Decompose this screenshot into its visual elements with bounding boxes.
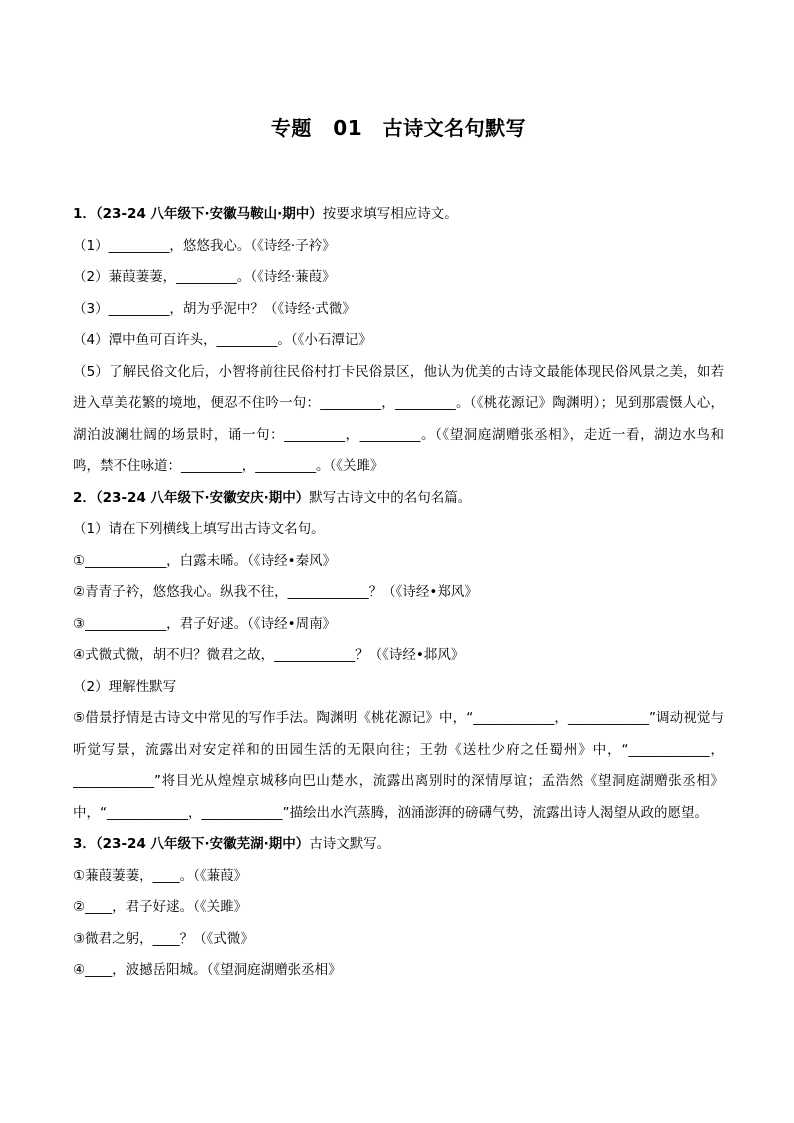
question-2-header bbox=[73, 483, 724, 515]
q2-item-4: ④式微式微，胡不归？微君之故，____________？（《诗经•邶风》 bbox=[73, 647, 465, 663]
q1-item-2: （2）蒹葭萋萋，_________。（《诗经·蒹葭》 bbox=[73, 269, 336, 285]
q1-item-5: （5）了解民俗文化后，小智将前往民俗村打卡民俗景区，他认为优美的古诗文最能体现民俗风景之美，如若进入草美花繁的境地，便忍不住吟一句：_________，_________。（《桃花源记》陶渊明）；见到那震慑人心，湖泊波澜壮阔的场景时，诵一句：_________，_________。（《望洞庭湖赠张丞相》，走近一看，湖边水鸟和鸣，禁不住咏道：_________，_________。（《关雎》 bbox=[73, 363, 724, 474]
q3-item-1: ①蒹葭萋萋，____。（《蒹葭》 bbox=[73, 867, 248, 884]
q3-item-4: ④____，波撼岳阳城。（《望洞庭湖赠张丞相》 bbox=[73, 962, 342, 978]
question-prompt: 按要求填写相应诗文。 bbox=[322, 206, 458, 222]
question-number: 2． bbox=[73, 489, 96, 506]
question-prompt: 古诗文默写。 bbox=[309, 836, 391, 852]
q3-item-3: ③微君之躬，____？（《式微》 bbox=[73, 930, 254, 947]
question-prompt: 默写古诗文中的名句名篇。 bbox=[309, 489, 472, 506]
question-source: （23-24 八年级下·安徽芜湖·期中） bbox=[95, 836, 310, 852]
page-title: 专题 01 古诗文名句默写 bbox=[270, 116, 527, 140]
question-number: 1． bbox=[73, 206, 96, 222]
question-source: （23-24 八年级下·安徽马鞍山·期中） bbox=[95, 206, 323, 222]
question-1-header bbox=[73, 199, 724, 231]
q1-item-3: （3）_________，胡为乎泥中？（《诗经·式微》 bbox=[73, 300, 356, 317]
q1-item-4: （4）潭中鱼可百许头，_________。（《小石潭记》 bbox=[73, 332, 372, 348]
q2-item-1: ①____________，白露未晞。（《诗经•秦风》 bbox=[73, 552, 337, 569]
q3-item-2: ②____，君子好逑。（《关雎》 bbox=[73, 899, 248, 915]
q2-item-3: ③____________，君子好逑。（《诗经•周南》 bbox=[73, 615, 337, 632]
q2-sub-2: （2）理解性默写 bbox=[73, 678, 177, 695]
q1-item-1: （1）_________，悠悠我心。（《诗经·子衿》 bbox=[73, 237, 336, 254]
q2-sub-1: （1）请在下列横线上填写出古诗文名句。 bbox=[73, 521, 325, 537]
question-3-header bbox=[73, 829, 724, 861]
q2-item-5: ⑤借景抒情是古诗文中常见的写作手法。陶渊明《桃花源记》中，“____________，____________”调动视觉与听觉写景，流露出对安定祥和的田园生活的无限向往；王勃《送杜少府之任蜀州》中，“____________，____________”将目光从煌煌京城移向巴山楚水，流露出离别时的深情厚谊；孟浩然《望洞庭湖赠张丞相》中，“____________，____________”描绘出水汽蒸腾，汹涌澎湃的磅礴气势，流露出诗人渴望从政的愿望。 bbox=[73, 710, 724, 821]
question-source: （23-24 八年级下·安徽安庆·期中） bbox=[95, 489, 310, 506]
q2-item-2: ②青青子衿，悠悠我心。纵我不往，____________？（《诗经•郑风》 bbox=[73, 584, 478, 600]
question-number: 3． bbox=[73, 836, 96, 852]
